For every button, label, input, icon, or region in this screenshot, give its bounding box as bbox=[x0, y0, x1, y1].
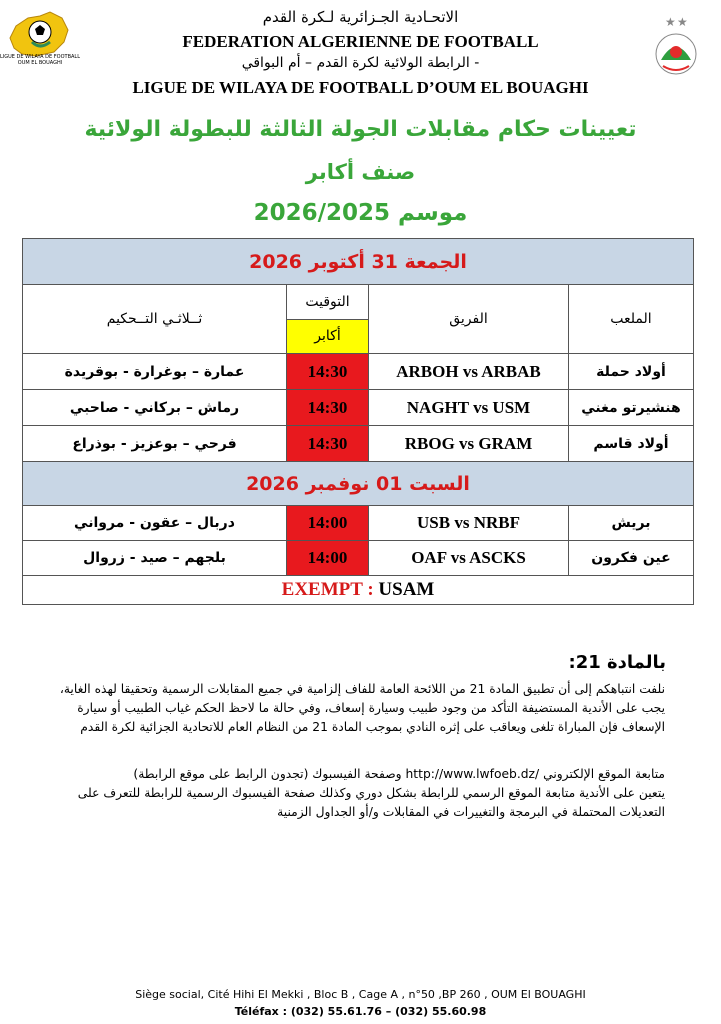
team-cell: USB vs NRBF bbox=[368, 506, 568, 540]
table-row bbox=[23, 390, 693, 426]
referees-cell: دربال – عقون - مرواني bbox=[74, 515, 235, 531]
federation-name-french: FEDERATION ALGERIENNE DE FOOTBALL bbox=[182, 32, 539, 51]
footer-phone: Téléfax : (032) 55.61.76 – (032) 55.60.98 bbox=[234, 1005, 487, 1018]
referees-cell: رماش – بركاني - صاحبي bbox=[69, 399, 240, 416]
time-cell: 14:00 bbox=[286, 541, 368, 575]
document-title: تعيينات حكام مقابلات الجولة الثالثة للبطولة الولائية bbox=[84, 117, 637, 142]
col-header-team: الفريق bbox=[368, 285, 568, 353]
table-row bbox=[23, 506, 693, 541]
season-title: موسم 2026/2025 bbox=[253, 200, 468, 226]
svg-text:★: ★ bbox=[677, 15, 688, 29]
team-cell: OAF vs ASCKS bbox=[368, 541, 568, 575]
stadium-cell: هنشيرتو مغني bbox=[568, 390, 693, 425]
league-name-arabic: الرابطة الولائية لكرة القدم – أم البواقي - bbox=[241, 55, 480, 71]
referee-assignments-table bbox=[22, 238, 694, 605]
article-title: بالمادة 21: bbox=[568, 652, 666, 673]
time-cell: 14:30 bbox=[286, 354, 368, 389]
time-cell: 14:30 bbox=[286, 390, 368, 425]
article-paragraph-2: متابعة الموقع الإلكتروني /http://www.lwfoeb.dz وصفحة الفيسبوك (تجدون الرابط على موقع الرابطة) bbox=[133, 767, 665, 781]
team-cell: RBOG vs GRAM bbox=[368, 426, 568, 461]
logo-caption-line-2: OUM EL BOUAGHI bbox=[17, 60, 63, 66]
stadium-cell: بريش bbox=[568, 506, 693, 540]
date-label: السبت 01 نوفمبر 2026 bbox=[246, 472, 470, 495]
referees-cell: بلجهم – صيد - زروال bbox=[83, 550, 226, 566]
stadium-cell: عين فكرون bbox=[568, 541, 693, 575]
table-header-row bbox=[23, 285, 693, 354]
footer-address: Siège social, Cité Hihi El Mekki , Bloc B , Cage A , n°50 ,BP 260 , OUM El BOUAGHI bbox=[135, 988, 586, 1001]
col-header-time: التوقيت bbox=[287, 285, 368, 320]
date-label: الجمعة 31 أكتوبر 2026 bbox=[249, 250, 467, 273]
referees-cell: فرحي – بوعزيز - بوذراع bbox=[72, 435, 237, 452]
team-cell: NAGHT vs USM bbox=[368, 390, 568, 425]
referees-cell: عمارة – بوغرارة - بوقريدة bbox=[64, 363, 245, 380]
article-paragraph-1: نلفت انتباهكم إلى أن تطبيق المادة 21 من اللائحة العامة للفاف إلزامية في جميع المقابلات الرسمية وتحقيقا لهذه الغاية، يجب على الأندية المستضيفة التأكد من وجود طبيب وسيارة إسعاف، وفي حالة ما لاحظ الحكم غياب الطبيب أو سيارة الإسعاف فإن المباراة تلغى ويعاقب على إثره النادي بموجب المادة 21 من النظام العام للاتحادية الجزائية لكرة القدم bbox=[59, 682, 665, 734]
time-cell: 14:30 bbox=[286, 426, 368, 461]
league-name-french: LIGUE DE WILAYA DE FOOTBALL D’OUM EL BOUAGHI bbox=[132, 78, 589, 97]
exempt-label: EXEMPT : bbox=[281, 579, 374, 600]
date-band-2 bbox=[23, 462, 693, 506]
team-cell: ARBOH vs ARBAB bbox=[368, 354, 568, 389]
article-paragraph-3: يتعين على الأندية متابعة الموقع الرسمي للرابطة بشكل دوري وكذلك صفحة الفيسبوك الرسمية للرابطة للتعرف على التعديلات المحتملة في البرمجة والتغييرات في المقابلات و/أو الجداول الزمنية bbox=[77, 786, 665, 819]
exempt-cell bbox=[23, 576, 693, 604]
time-cell: 14:00 bbox=[286, 506, 368, 540]
col-header-referees: ثــلاثـي التــحكيم bbox=[106, 311, 203, 327]
col-header-time-category: أكابر bbox=[287, 320, 368, 354]
table-row bbox=[23, 354, 693, 390]
table-row bbox=[23, 541, 693, 576]
logo-caption-line-1: LIGUE DE WILAYA DE FOOTBALL bbox=[0, 54, 80, 60]
federation-name-arabic: الاتحـادية الجـزائرية لـكرة القدم bbox=[262, 8, 459, 26]
date-band-1 bbox=[23, 239, 693, 285]
exempt-row bbox=[23, 576, 693, 604]
stadium-cell: أولاد حملة bbox=[568, 354, 693, 389]
col-header-time-group bbox=[286, 285, 368, 353]
table-row bbox=[23, 426, 693, 462]
stadium-cell: أولاد قاسم bbox=[568, 426, 693, 461]
col-header-stadium: الملعب bbox=[568, 285, 693, 353]
category-title: صنف أكابر bbox=[305, 160, 416, 184]
exempt-team: USAM bbox=[378, 579, 435, 600]
svg-text:★: ★ bbox=[665, 15, 676, 29]
